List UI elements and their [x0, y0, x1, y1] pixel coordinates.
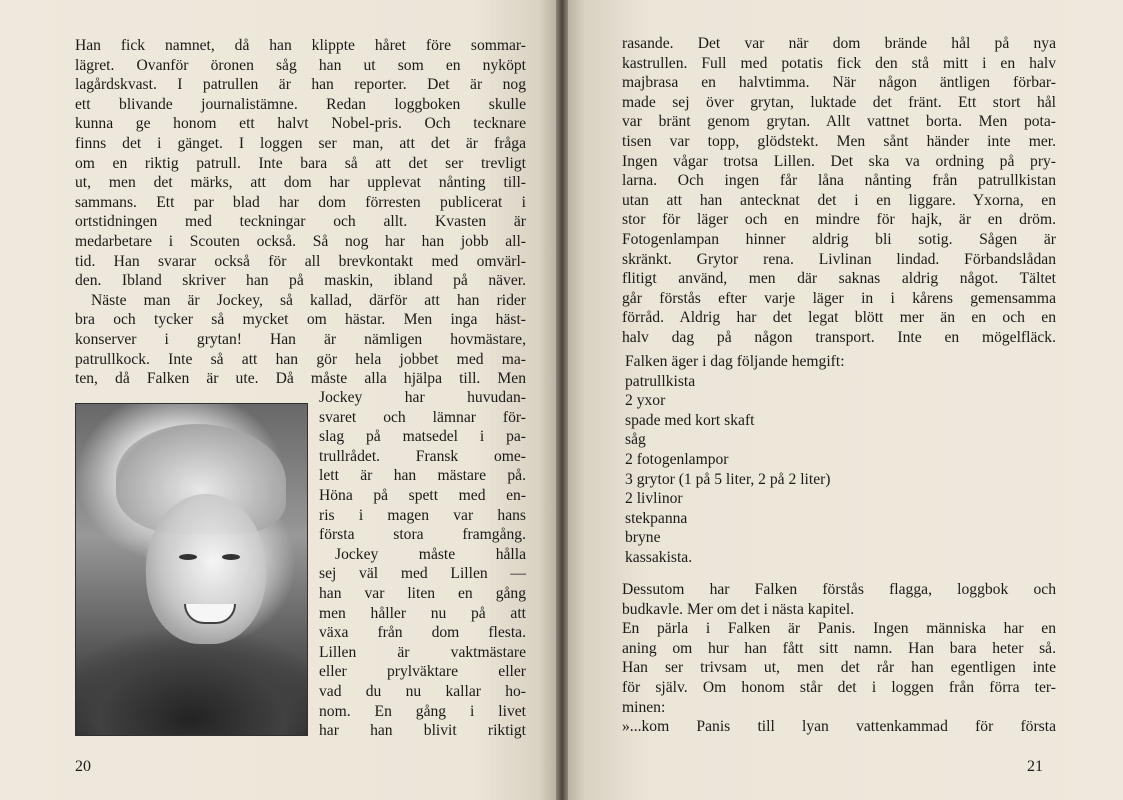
- text-line: Han ser trivsam ut, men det rår han egentligen inte: [622, 659, 1056, 677]
- page-number: 21: [1027, 758, 1043, 775]
- text-line: ris i magen var hans: [319, 506, 526, 524]
- text-line: han var liten en gång: [319, 584, 526, 602]
- text-line: lägret. Ovanför öronen såg han ut som en nyköpt: [75, 56, 526, 74]
- text-line: ett blivande journalistämne. Redan loggboken skulle: [75, 95, 526, 113]
- boy-portrait-photo: [75, 403, 308, 736]
- text-line: En pärla i Falken är Panis. Ingen människa har en: [622, 620, 1056, 638]
- quote-paragraph: [622, 717, 1056, 737]
- list-intro: Falken äger i dag följande hemgift:: [625, 353, 845, 370]
- text-line: svaret och lämnar för-: [319, 408, 526, 426]
- wrap-column-text: [319, 388, 526, 741]
- text-line: nom. En gång i livet: [319, 702, 526, 720]
- text-line: lagårdskvast. I patrullen är han reporter. Det är nog: [75, 76, 526, 94]
- photo-eye: [179, 554, 197, 560]
- text-line: »...kom Panis till lyan vattenkammad för första: [622, 718, 1056, 736]
- text-line: har han blivit riktigt: [319, 722, 526, 740]
- text-line: för själv. Om honom står det i loggen från förra ter-: [622, 678, 1056, 696]
- text-line: om en riktig patrull. Inte bara så att det ser trevligt: [75, 154, 526, 172]
- text-line: Han fick namnet, då han klippte håret före sommar-: [75, 37, 526, 54]
- text-line: första stora framgång.: [319, 526, 526, 544]
- text-line: flitigt använd, men där saknas aldrig något. Tältet: [622, 270, 1056, 288]
- text-line: tid. Han svarar också för all brevkontakt med omvärl-: [75, 252, 526, 270]
- text-line: sammans. Ett par blad har dom förresten publicerat i: [75, 193, 526, 211]
- text-line: made sej över grytan, luktade det fränt. Ett stort hål: [622, 93, 1056, 111]
- text-line: konserver i grytan! Han är nämligen hovmästare,: [75, 330, 526, 348]
- text-line: lett är han mästare på.: [319, 467, 526, 485]
- text-line: patrullkock. Inte så att han gör hela jobbet med ma-: [75, 350, 526, 368]
- text-line: Jockey måste hålla: [335, 545, 526, 563]
- page-number: 20: [75, 758, 91, 775]
- text-line: medarbetare i Scouten också. Så nog har han jobb all-: [75, 232, 526, 250]
- text-line: eller prylväktare eller: [319, 663, 526, 681]
- text-line: förråd. Aldrig har det legat blött mer än en och en: [622, 309, 1056, 327]
- text-line: utan att han antecknat det i en liggare. Yxorna, en: [622, 191, 1056, 209]
- text-line: Näste man är Jockey, så kallad, därför att han rider: [91, 291, 526, 309]
- paragraph-panis: [622, 619, 1056, 717]
- text-line: ut, men det märks, att dom har upplevat nånting till-: [75, 174, 526, 192]
- list-item: 2 yxor: [625, 392, 666, 410]
- paragraph-jockey: [75, 291, 526, 389]
- text-line: rasande. Det var när dom brände hål på nya: [622, 35, 1056, 52]
- text-line: går förstås efter varje läger in i kårens gemensamma: [622, 289, 1056, 307]
- text-line: Ingen vågar trotsa Lillen. Det ska va ordning på pry-: [622, 152, 1056, 170]
- text-line: sej väl med Lillen —: [319, 565, 526, 583]
- text-line: skränkt. Grytor rena. Livlinan lindad. Förbandslådan: [622, 250, 1056, 268]
- text-line: kunna ge honom ett halvt Nobel-pris. Och tecknare: [75, 115, 526, 133]
- list-item: 2 fotogenlampor: [625, 450, 729, 468]
- list-item: 3 grytor (1 på 5 liter, 2 på 2 liter): [625, 470, 831, 488]
- text-line: Fotogenlampan hinner aldrig bli sotig. Sågen är: [622, 230, 1056, 248]
- list-item: 2 livlinor: [625, 490, 683, 508]
- list-item: såg: [625, 431, 646, 449]
- left-page-text: [75, 36, 526, 389]
- text-line: Dessutom har Falken förstås flagga, loggbok och: [622, 581, 1056, 598]
- text-line: halv dag på någon transport. Inte en mögelfläck.: [622, 328, 1056, 346]
- text-line: växa från dom flesta.: [319, 624, 526, 642]
- text-line: var bränt genom grytan. Allt vattnet borta. Men pota-: [622, 113, 1056, 131]
- text-line: bra och tycker så mycket om hästar. Men inga häst-: [75, 311, 526, 329]
- text-line: tisen var topp, glödstekt. Men sånt händer inte mer.: [622, 132, 1056, 150]
- text-line: kastrullen. Full med potatis fick den stå mitt i en halv: [622, 54, 1056, 72]
- text-line: slag på matsedel i pa-: [319, 428, 526, 446]
- text-line: vad du nu kallar ho-: [319, 682, 526, 700]
- text-line: aning om hur han fått sitt namn. Han bara heter så.: [622, 639, 1056, 657]
- text-line: men håller nu på att: [319, 604, 526, 622]
- text-line: majbrasa en halvtimma. När någon äntligen förbar-: [622, 74, 1056, 92]
- text-line: finns det i gänget. I loggen ser man, att det är fråga: [75, 134, 526, 152]
- right-page-text: [622, 34, 1056, 348]
- paragraph-flagga: [622, 580, 1056, 619]
- paragraph-kvasten: [75, 36, 526, 291]
- text-line: Lillen är vaktmästare: [319, 643, 526, 661]
- list-item: kassakista.: [625, 548, 693, 566]
- text-line: Jockey har huvudan-: [319, 389, 526, 406]
- text-line: ortstidningen med teckningar och allt. Kvasten är: [75, 213, 526, 231]
- text-line: trullrådet. Fransk ome-: [319, 447, 526, 465]
- text-line: stor för läger och en mindre för hajk, är en dröm.: [622, 211, 1056, 229]
- photo-eye: [222, 554, 240, 560]
- left-page: [0, 0, 556, 800]
- right-page-text-lower: [622, 580, 1056, 737]
- text-line: budkavle. Mer om det i nästa kapitel.: [622, 600, 855, 618]
- list-item: stekpanna: [625, 509, 688, 527]
- book-gutter: [556, 0, 568, 800]
- text-line: larna. Och ingen får låna nånting från patrullkistan: [622, 172, 1056, 190]
- text-line: minen:: [622, 698, 666, 716]
- text-line: ten, då Falken är ute. Då måste alla hjälpa till. Men: [75, 370, 526, 388]
- paragraph-lillen: [622, 34, 1056, 348]
- text-line: den. Ibland skriver han på maskin, ibland på näver.: [75, 272, 526, 290]
- list-item: spade med kort skaft: [625, 411, 755, 429]
- equipment-list: [625, 352, 845, 568]
- list-item: bryne: [625, 529, 661, 547]
- list-item: patrullkista: [625, 372, 696, 390]
- text-line: Höna på spett med en-: [319, 486, 526, 504]
